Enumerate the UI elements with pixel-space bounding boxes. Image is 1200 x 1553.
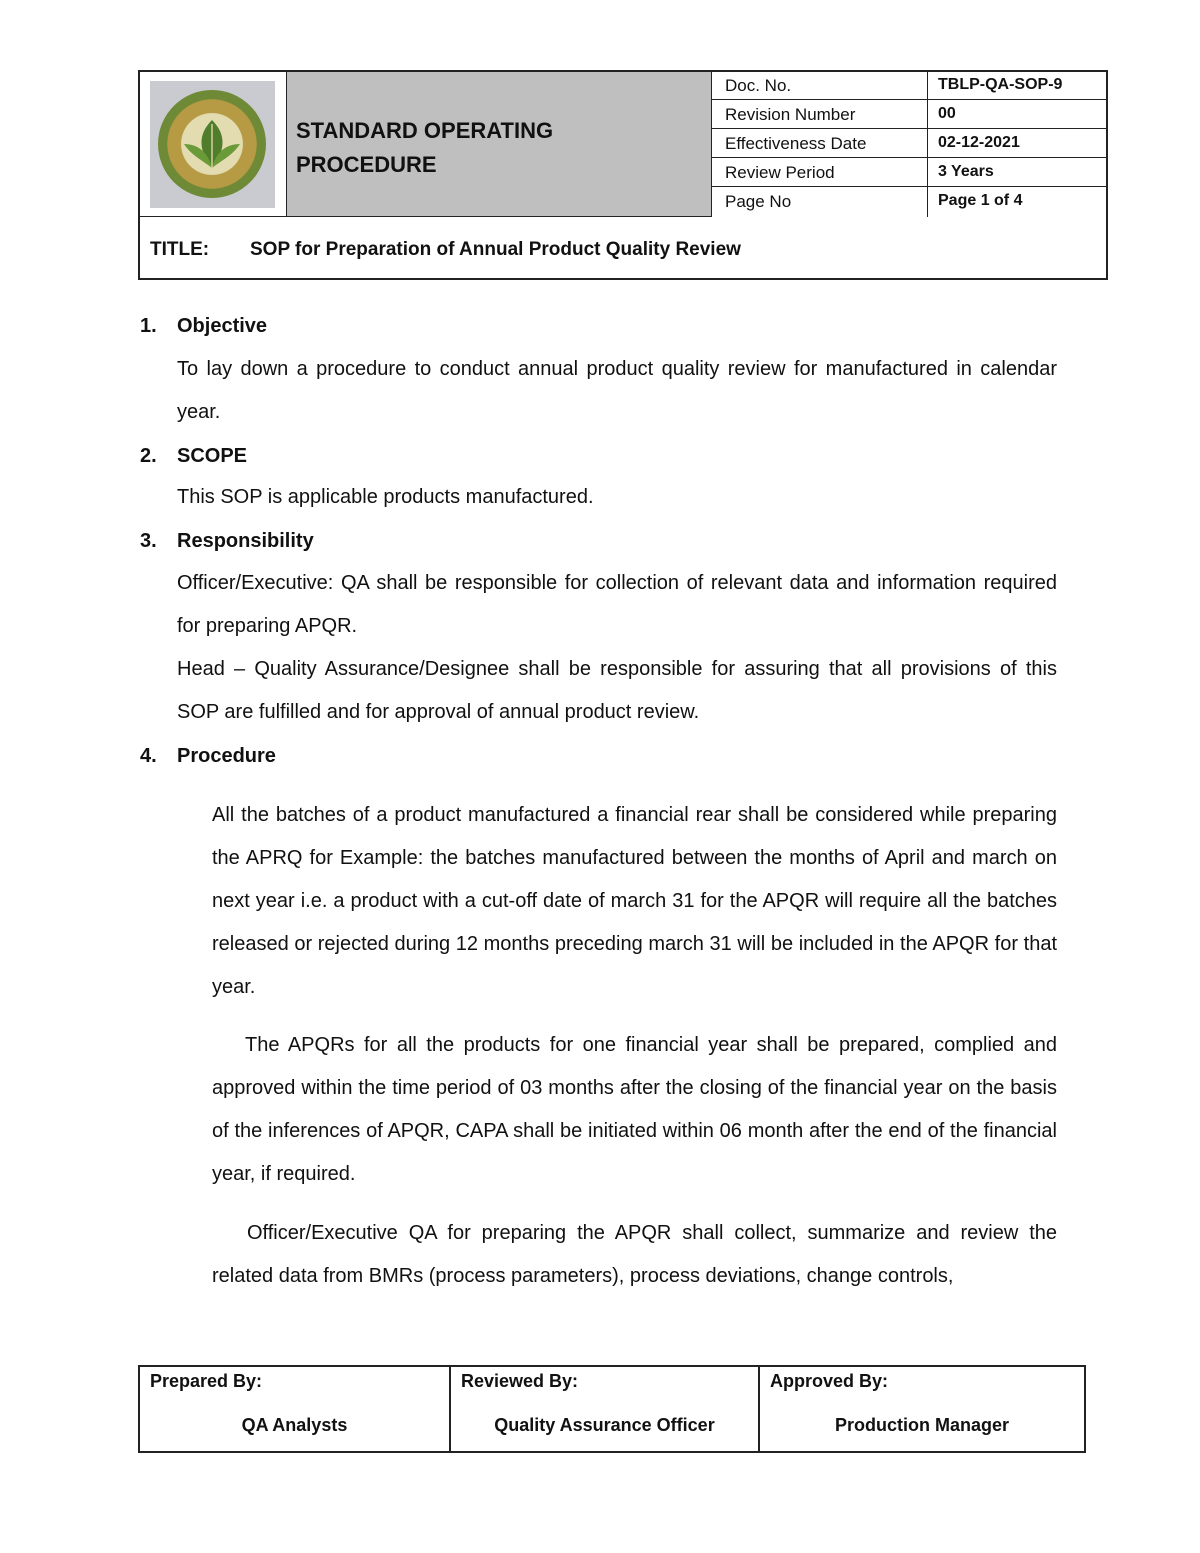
title-label: TITLE:	[150, 239, 210, 260]
meta-label: Revision Number	[725, 105, 856, 124]
meta-label: Page No	[725, 192, 792, 211]
meta-row-review-period	[712, 159, 1108, 187]
approved-by-cell	[760, 1367, 1084, 1451]
section-number: 2.	[140, 445, 157, 467]
logo-leaf-icon	[158, 90, 266, 198]
prepared-by-value: QA Analysts	[241, 1415, 348, 1435]
reviewed-by-value: Quality Assurance Officer	[494, 1415, 715, 1435]
document-type-line-1: STANDARD OPERATING	[296, 118, 554, 143]
document-title-row	[140, 217, 1106, 278]
meta-value: 00	[938, 105, 956, 122]
meta-label: Effectiveness Date	[725, 134, 867, 153]
approved-by-label: Approved By:	[770, 1371, 889, 1391]
procedure-paragraph-1: All the batches of a product manufactured a financial rear shall be considered while preparing the APRQ for Example: the batches manufactured between the months of April and march on next year i.e. a product with a cut-off date of march 31 for the APQR will require all the batches released or rejected during 12 months preceding march 31 will be included in the APQR for that year.	[212, 804, 1057, 998]
procedure-paragraph-3: Officer/Executive QA for preparing the APQR shall collect, summarize and review the related data from BMRs (process parameters), process deviations, change controls,	[212, 1222, 1057, 1287]
signoff-table	[138, 1365, 1086, 1453]
document-title: SOP for Preparation of Annual Product Quality Review	[250, 239, 741, 260]
meta-label: Review Period	[725, 163, 835, 182]
document-type-line-2: PROCEDURE	[296, 152, 437, 177]
section-number: 3.	[140, 530, 157, 552]
procedure-paragraph-2: The APQRs for all the products for one financial year shall be prepared, complied and approved within the time period of 03 months after the closing of the financial year on the basis of the inferences of APQR, CAPA shall be initiated within 06 month after the end of the financial year, if required.	[212, 1034, 1057, 1185]
document-header-table	[138, 70, 1108, 280]
document-type	[296, 114, 553, 182]
meta-row-doc-no	[712, 72, 1108, 100]
section-title: SCOPE	[177, 445, 248, 467]
meta-row-effectiveness-date	[712, 130, 1108, 158]
meta-row-revision	[712, 101, 1108, 129]
scope-paragraph: This SOP is applicable products manufactured.	[177, 486, 594, 508]
reviewed-by-cell	[451, 1367, 760, 1451]
section-number: 4.	[140, 745, 157, 767]
logo-emblem-icon	[158, 90, 266, 198]
responsibility-paragraph-1: Officer/Executive: QA shall be responsible for collection of relevant data and information required for preparing APQR.	[177, 572, 1057, 637]
meta-value: Page 1 of 4	[938, 192, 1023, 209]
section-title: Objective	[177, 315, 268, 337]
responsibility-paragraph-2: Head – Quality Assurance/Designee shall be responsible for assuring that all provisions of this SOP are fulfilled and for approval of annual product review.	[177, 658, 1057, 723]
meta-value: 3 Years	[938, 163, 994, 180]
meta-row-page-no	[712, 188, 1108, 216]
section-title: Responsibility	[177, 530, 314, 552]
company-logo	[150, 81, 275, 208]
document-meta-table	[712, 72, 1108, 217]
prepared-by-label: Prepared By:	[150, 1371, 263, 1391]
objective-paragraph: To lay down a procedure to conduct annual product quality review for manufactured in calendar year.	[177, 358, 1057, 423]
document-type-cell	[287, 72, 712, 217]
section-number: 1.	[140, 315, 157, 337]
meta-value: TBLP-QA-SOP-9	[938, 76, 1063, 93]
logo-cell	[140, 72, 287, 217]
approved-by-value: Production Manager	[834, 1415, 1009, 1435]
meta-label: Doc. No.	[725, 76, 792, 95]
meta-value: 02-12-2021	[938, 134, 1020, 151]
prepared-by-cell	[140, 1367, 451, 1451]
section-title: Procedure	[177, 745, 276, 767]
reviewed-by-label: Reviewed By:	[461, 1371, 579, 1391]
